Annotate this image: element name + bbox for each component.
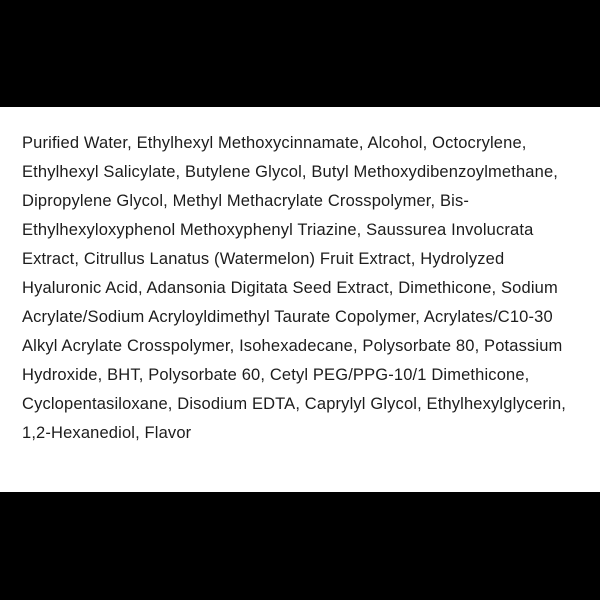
top-letterbox-band (0, 0, 600, 107)
ingredients-list-text: Purified Water, Ethylhexyl Methoxycinnamate, Alcohol, Octocrylene, Ethylhexyl Salicylate, Butylene Glycol, Butyl Methoxydibenzoylmethane, Dipropylene Glycol, Methyl Methacrylate Crosspolymer, Bis-Ethylhexyloxyphenol Methoxyphenyl Triazine, Saussurea Involucrata Extract, Citrullus Lanatus (Watermelon) Fruit Extract, Hydrolyzed Hyaluronic Acid, Adansonia Digitata Seed Extract, Dimethicone, Sodium Acrylate/Sodium Acryloyldimethyl Taurate Copolymer, Acrylates/C10-30 Alkyl Acrylate Crosspolymer, Isohexadecane, Polysorbate 80, Potassium Hydroxide, BHT, Polysorbate 60, Cetyl PEG/PPG-10/1 Dimethicone, Cyclopentasiloxane, Disodium EDTA, Caprylyl Glycol, Ethylhexylglycerin, 1,2-Hexanediol, Flavor (22, 134, 571, 442)
ingredients-panel (0, 107, 600, 492)
bottom-letterbox-band (0, 492, 600, 600)
